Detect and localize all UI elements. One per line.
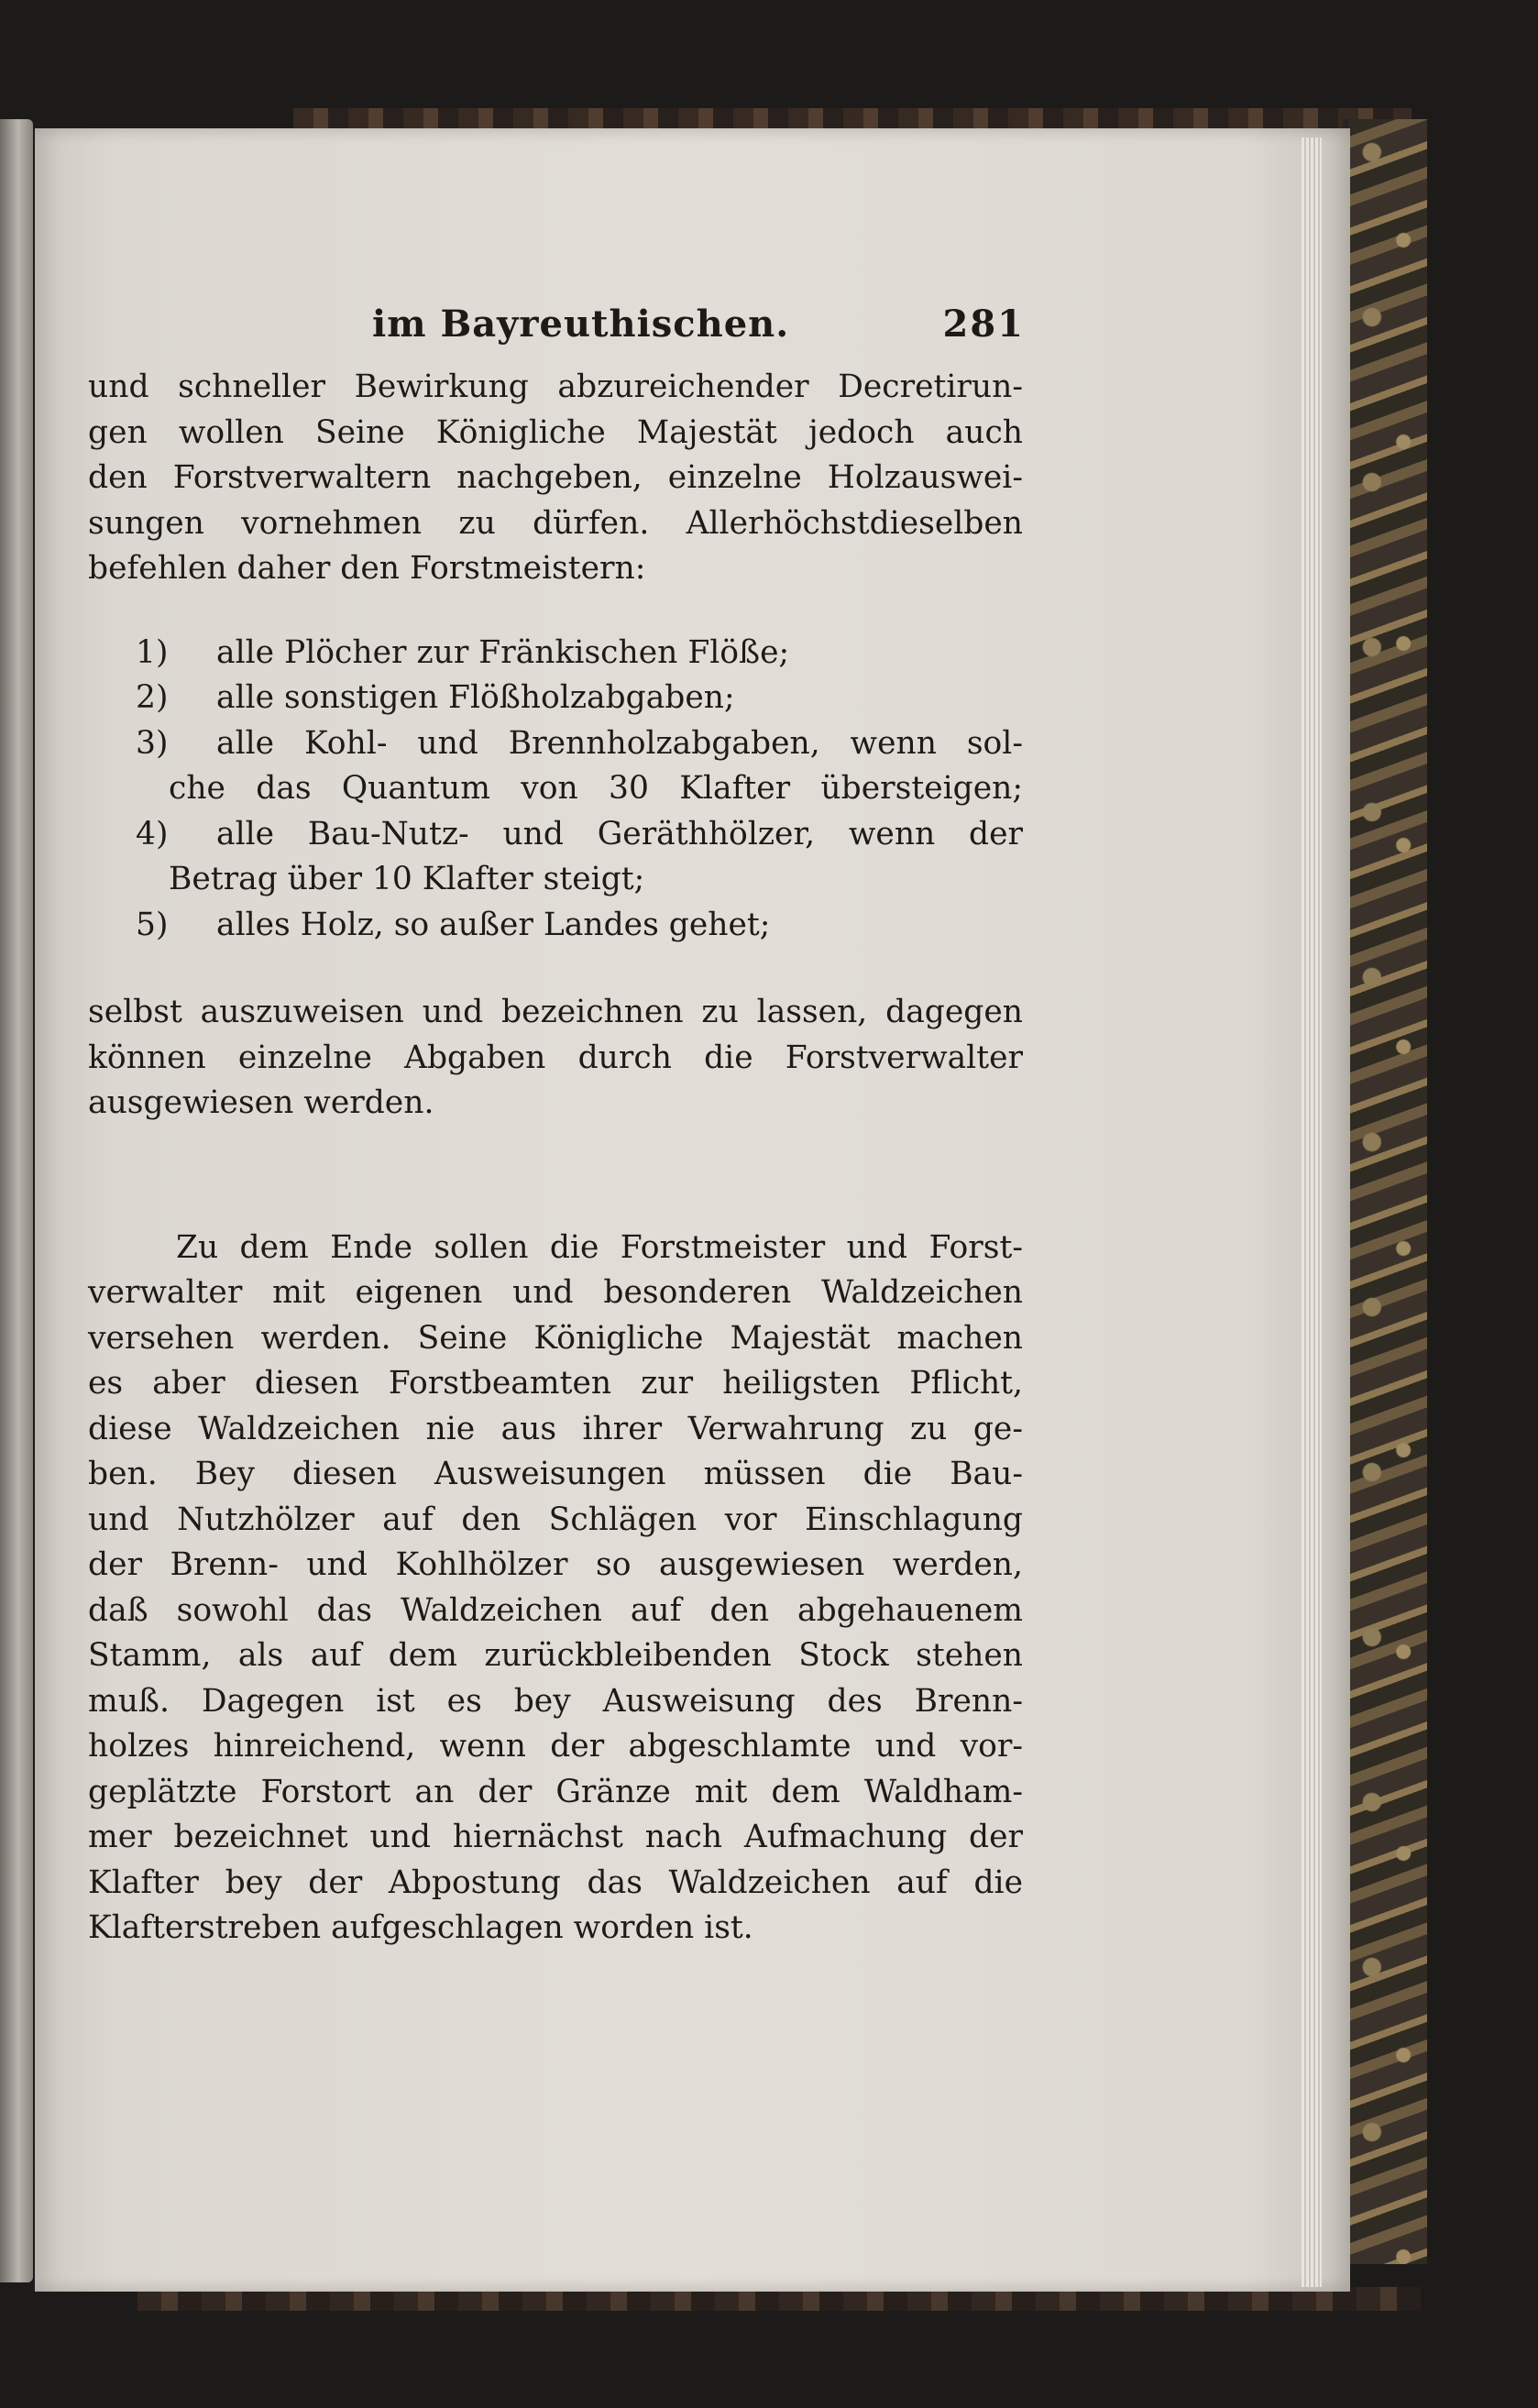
text-line: Klafter bey der Abpostung das Waldzeichen auf die <box>88 1864 1023 1901</box>
list-number: 5) <box>136 906 169 943</box>
text-line: können einzelne Abgaben durch die Forstverwalter <box>88 1039 1023 1076</box>
running-head-title: im Bayreuthischen. <box>372 302 790 346</box>
list-number: 1) <box>136 633 169 671</box>
list-item <box>88 903 1023 949</box>
text-line: und schneller Bewirkung abzureichender Decretirun- <box>88 368 1023 405</box>
text-line: selbst auszuweisen und bezeichnen zu lassen, dagegen <box>88 994 1023 1030</box>
running-head <box>88 291 1023 365</box>
list-number: 2) <box>136 679 169 716</box>
text-line: alles Holz, so außer Landes gehet; <box>216 906 771 943</box>
page-number: 281 <box>942 302 1025 346</box>
page-text <box>88 291 1023 1952</box>
paragraph-1 <box>88 365 1023 592</box>
list-item <box>88 676 1023 721</box>
text-line: diese Waldzeichen nie aus ihrer Verwahrung zu ge- <box>88 1410 1023 1447</box>
paragraph-2 <box>88 990 1023 1127</box>
text-line: Betrag über 10 Klafter steigt; <box>169 861 645 897</box>
text-line: Klafterstreben aufgeschlagen worden ist. <box>88 1909 753 1946</box>
text-line: befehlen daher den Forstmeistern: <box>88 550 646 587</box>
text-line: Stamm, als auf dem zurückbleibenden Stock stehen <box>88 1637 1023 1674</box>
list-number: 3) <box>136 724 169 762</box>
list-item <box>88 631 1023 676</box>
text-line: muß. Dagegen ist es bey Ausweisung des Brenn- <box>88 1682 1023 1720</box>
marbled-cover-board <box>1343 119 1427 2264</box>
text-line: es aber diesen Forstbeamten zur heiligsten Pflicht, <box>88 1365 1023 1402</box>
list-number: 4) <box>136 815 169 852</box>
text-line: daß sowohl das Waldzeichen auf den abgehauenem <box>88 1591 1023 1629</box>
page-edges <box>1302 137 1322 2287</box>
numbered-list <box>88 631 1023 949</box>
text-line: Zu dem Ende sollen die Forstmeister und Forst- <box>176 1228 1023 1266</box>
text-line: sungen vornehmen zu dürfen. Allerhöchstdieselben <box>88 504 1023 542</box>
text-line: ben. Bey diesen Ausweisungen müssen die Bau- <box>88 1456 1023 1492</box>
text-line: alle Bau-Nutz- und Geräthhölzer, wenn der <box>216 815 1023 852</box>
list-item <box>88 812 1023 903</box>
text-line: alle Kohl- und Brennholzabgaben, wenn sol- <box>216 724 1023 762</box>
text-line: alle Plöcher zur Fränkischen Flöße; <box>216 633 790 671</box>
text-line: und Nutzhölzer auf den Schlägen vor Einschlagung <box>88 1501 1023 1538</box>
paragraph-3 <box>88 1226 1023 1952</box>
text-line: gen wollen Seine Königliche Majestät jedoch auch <box>88 413 1023 451</box>
list-item <box>88 721 1023 812</box>
text-line: alle sonstigen Flößholzabgaben; <box>216 679 735 716</box>
text-line: ausgewiesen werden. <box>88 1084 434 1121</box>
text-line: geplätzte Forstort an der Gränze mit dem Waldham- <box>88 1773 1023 1810</box>
text-line: der Brenn- und Kohlhölzer so ausgewiesen werden, <box>88 1546 1023 1583</box>
text-line: den Forstverwaltern nachgeben, einzelne Holzauswei- <box>88 459 1023 496</box>
text-line: holzes hinreichend, wenn der abgeschlamte und vor- <box>88 1728 1023 1765</box>
text-line: che das Quantum von 30 Klafter übersteigen; <box>169 770 1023 807</box>
text-line: verwalter mit eigenen und besonderen Waldzeichen <box>88 1274 1023 1311</box>
text-line: mer bezeichnet und hiernächst nach Aufmachung der <box>88 1819 1023 1855</box>
left-page-edge <box>0 119 33 2282</box>
text-line: versehen werden. Seine Königliche Majestät machen <box>88 1319 1023 1357</box>
